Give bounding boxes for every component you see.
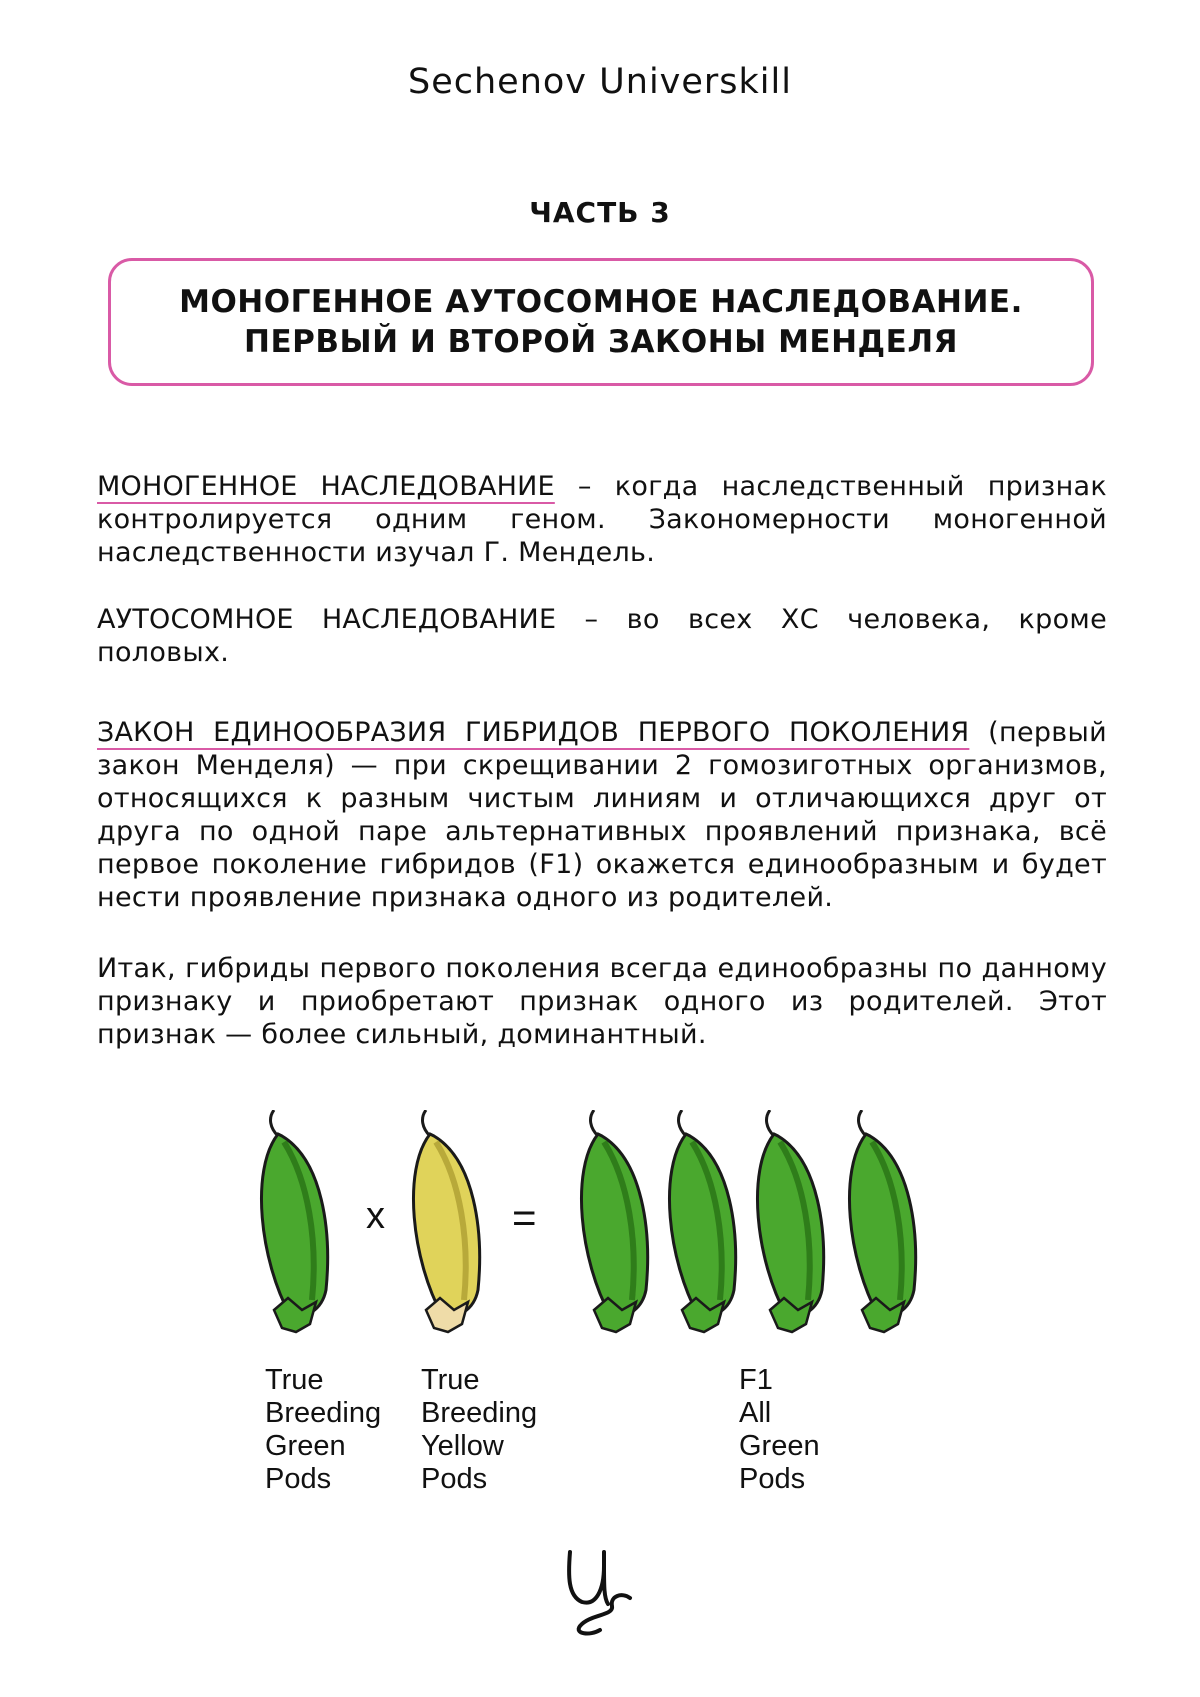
definition-monogenic: – когда наследственный признак контролируется одним геном. Закономерности моногенной наследственности изучал Г. Мендель. bbox=[97, 471, 1107, 568]
term-first-law: ЗАКОН ЕДИНООБРАЗИЯ ГИБРИДОВ ПЕРВОГО ПОКОЛЕНИЯ bbox=[97, 717, 970, 748]
pea-pod-cross-figure bbox=[250, 1110, 950, 1340]
title-line-2: ПЕРВЫЙ И ВТОРОЙ ЗАКОНЫ МЕНДЕЛЯ bbox=[244, 324, 958, 360]
pod-offspring-4 bbox=[849, 1110, 915, 1332]
caption-line: Pods bbox=[265, 1463, 332, 1495]
caption-line: F1 bbox=[739, 1364, 773, 1396]
definition-autosomal: – во всех ХС человека, кроме половых. bbox=[97, 604, 1107, 668]
caption-parent-yellow bbox=[421, 1364, 537, 1496]
pod-parent-yellow bbox=[413, 1110, 479, 1332]
caption-line: Yellow bbox=[421, 1430, 504, 1462]
definition-first-law: (первый закон Менделя) — при скрещивании 2 гомозиготных организмов, относящихся к разным чистым линиям и отличающихся друг от друга по одной паре альтернативных проявлений признака, всё первое поколение гибридов (F1) окажется единообразным и будет нести проявление признака одного из родителей. bbox=[97, 717, 1107, 913]
pod-parent-green bbox=[261, 1110, 327, 1332]
title-line-1: МОНОГЕННОЕ АУТОСОМНОЕ НАСЛЕДОВАНИЕ. bbox=[179, 284, 1023, 320]
caption-line: Pods bbox=[739, 1463, 806, 1495]
pod-offspring-3 bbox=[757, 1110, 823, 1332]
universkill-logo-icon bbox=[560, 1546, 640, 1636]
term-monogenic: МОНОГЕННОЕ НАСЛЕДОВАНИЕ bbox=[97, 471, 555, 502]
caption-line: Green bbox=[739, 1430, 820, 1462]
pod-offspring-2 bbox=[669, 1110, 735, 1332]
caption-parent-green bbox=[265, 1364, 381, 1496]
caption-line: Pods bbox=[421, 1463, 488, 1495]
title-box bbox=[108, 258, 1094, 386]
caption-line: Breeding bbox=[265, 1397, 382, 1429]
caption-offspring bbox=[739, 1364, 820, 1496]
caption-line: Green bbox=[265, 1430, 346, 1462]
paragraph-autosomal bbox=[97, 603, 1107, 669]
caption-line: Breeding bbox=[421, 1397, 538, 1429]
caption-line: True bbox=[421, 1364, 480, 1396]
equals-operator: = bbox=[512, 1194, 537, 1241]
part-label: ЧАСТЬ 3 bbox=[529, 196, 671, 229]
paragraph-conclusion: Итак, гибриды первого поколения всегда единообразны по данному признаку и приобретают признак одного из родителей. Этот признак — более сильный, доминантный. bbox=[97, 953, 1107, 1050]
term-autosomal: АУТОСОМНОЕ НАСЛЕДОВАНИЕ bbox=[97, 604, 557, 635]
pod-offspring-1 bbox=[581, 1110, 647, 1332]
site-title: Sechenov Universkill bbox=[408, 62, 792, 102]
cross-operator: x bbox=[366, 1195, 385, 1237]
paragraph-first-law bbox=[97, 716, 1107, 914]
paragraph-monogenic bbox=[97, 470, 1107, 569]
caption-line: True bbox=[265, 1364, 324, 1396]
caption-line: All bbox=[739, 1397, 772, 1429]
